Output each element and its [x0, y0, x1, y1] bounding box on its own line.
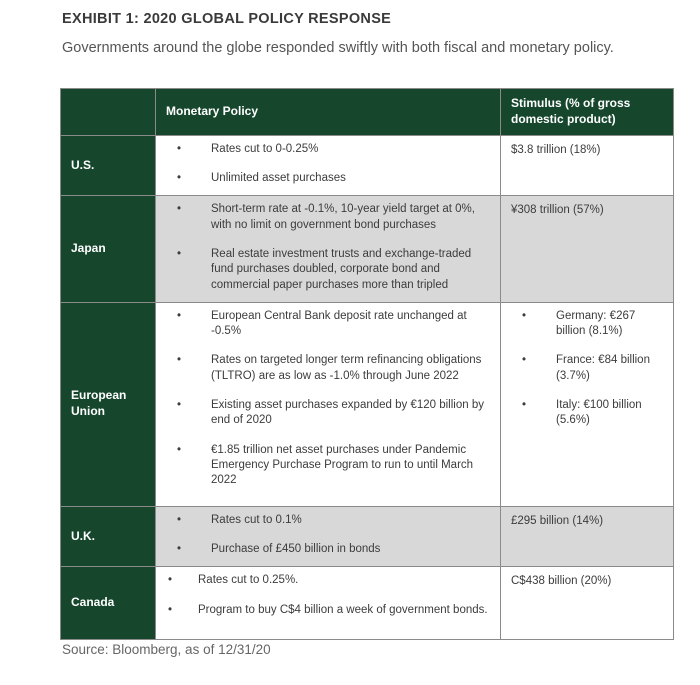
stimulus-us: $3.8 trillion (18%): [501, 135, 674, 196]
country-canada: Canada: [61, 567, 156, 640]
header-stimulus: Stimulus (% of gross domestic product): [501, 89, 674, 136]
list-item: • Purchase of £450 billion in bonds: [156, 542, 492, 557]
list-item: • Germany: €267 billion (8.1%): [522, 309, 636, 338]
bullet-icon: •: [177, 248, 182, 261]
bullet-icon: •: [168, 603, 173, 616]
exhibit-title: EXHIBIT 1: 2020 GLOBAL POLICY RESPONSE: [62, 11, 392, 27]
table-row-japan: [61, 196, 674, 302]
stimulus-uk: £295 billion (14%): [501, 506, 674, 567]
bullet-icon: •: [177, 399, 182, 411]
list-item: • Short-term rate at -0.1%, 10-year yield target at 0%, with no limit on government bond purchases: [177, 203, 475, 231]
list-item: • Rates cut to 0.25%.: [156, 573, 492, 588]
country-uk: U.K.: [61, 506, 156, 567]
list-item: • Italy: €100 billion (5.6%): [522, 399, 642, 427]
bullet-icon: •: [177, 142, 182, 155]
bullet-icon: •: [177, 543, 182, 556]
policy-cell-canada: [156, 567, 501, 640]
policy-cell-uk: [156, 506, 501, 567]
bullet-icon: •: [168, 574, 173, 587]
list-item: • European Central Bank deposit rate unchanged at -0.5%: [177, 309, 467, 338]
bullet-icon: •: [177, 309, 182, 322]
list-item: • Unlimited asset purchases: [156, 171, 492, 186]
stimulus-eu: [501, 302, 674, 506]
country-japan: Japan: [61, 196, 156, 302]
bullet-icon: •: [522, 399, 527, 411]
policy-table: [60, 88, 674, 640]
policy-cell-us: [156, 135, 501, 196]
list-item: • Program to buy C$4 billion a week of government bonds.: [156, 603, 492, 618]
bullet-icon: •: [177, 203, 182, 216]
country-eu: European Union: [61, 302, 156, 506]
table-row-canada: [61, 567, 674, 640]
bullet-icon: •: [177, 172, 182, 185]
table-row-us: [61, 135, 674, 196]
bullet-icon: •: [177, 354, 182, 367]
list-item: • France: €84 billion (3.7%): [522, 354, 650, 382]
list-item: • Rates cut to 0-0.25%: [156, 142, 492, 157]
header-monetary-policy: Monetary Policy: [156, 89, 501, 136]
exhibit-subtitle: Governments around the globe responded swiftly with both fiscal and monetary policy.: [62, 40, 614, 56]
list-item: • Existing asset purchases expanded by €120 billion by end of 2020: [177, 399, 484, 427]
policy-cell-japan: [156, 196, 501, 302]
stimulus-canada: C$438 billion (20%): [501, 567, 674, 640]
country-us: U.S.: [61, 135, 156, 196]
list-item: • Real estate investment trusts and exchange-traded fund purchases doubled, corporate bond and commercial paper purchases more than tripled: [177, 248, 472, 291]
list-item: • Rates on targeted longer term refinancing obligations (TLTRO) are as low as -1.0% through June 2022: [177, 354, 482, 382]
header-country: [61, 89, 156, 136]
policy-cell-eu: [156, 302, 501, 506]
table-row-uk: [61, 506, 674, 567]
bullet-icon: •: [522, 354, 527, 367]
table-row-eu: [61, 302, 674, 506]
bullet-icon: •: [522, 309, 527, 322]
stimulus-japan: ¥308 trillion (57%): [501, 196, 674, 302]
bullet-icon: •: [177, 443, 182, 456]
header-row: [61, 89, 674, 136]
source-note: Source: Bloomberg, as of 12/31/20: [62, 642, 271, 657]
list-item: • Rates cut to 0.1%: [156, 513, 492, 528]
bullet-icon: •: [177, 513, 182, 526]
list-item: • €1.85 trillion net asset purchases under Pandemic Emergency Purchase Program to run to until March 2022: [177, 443, 474, 487]
